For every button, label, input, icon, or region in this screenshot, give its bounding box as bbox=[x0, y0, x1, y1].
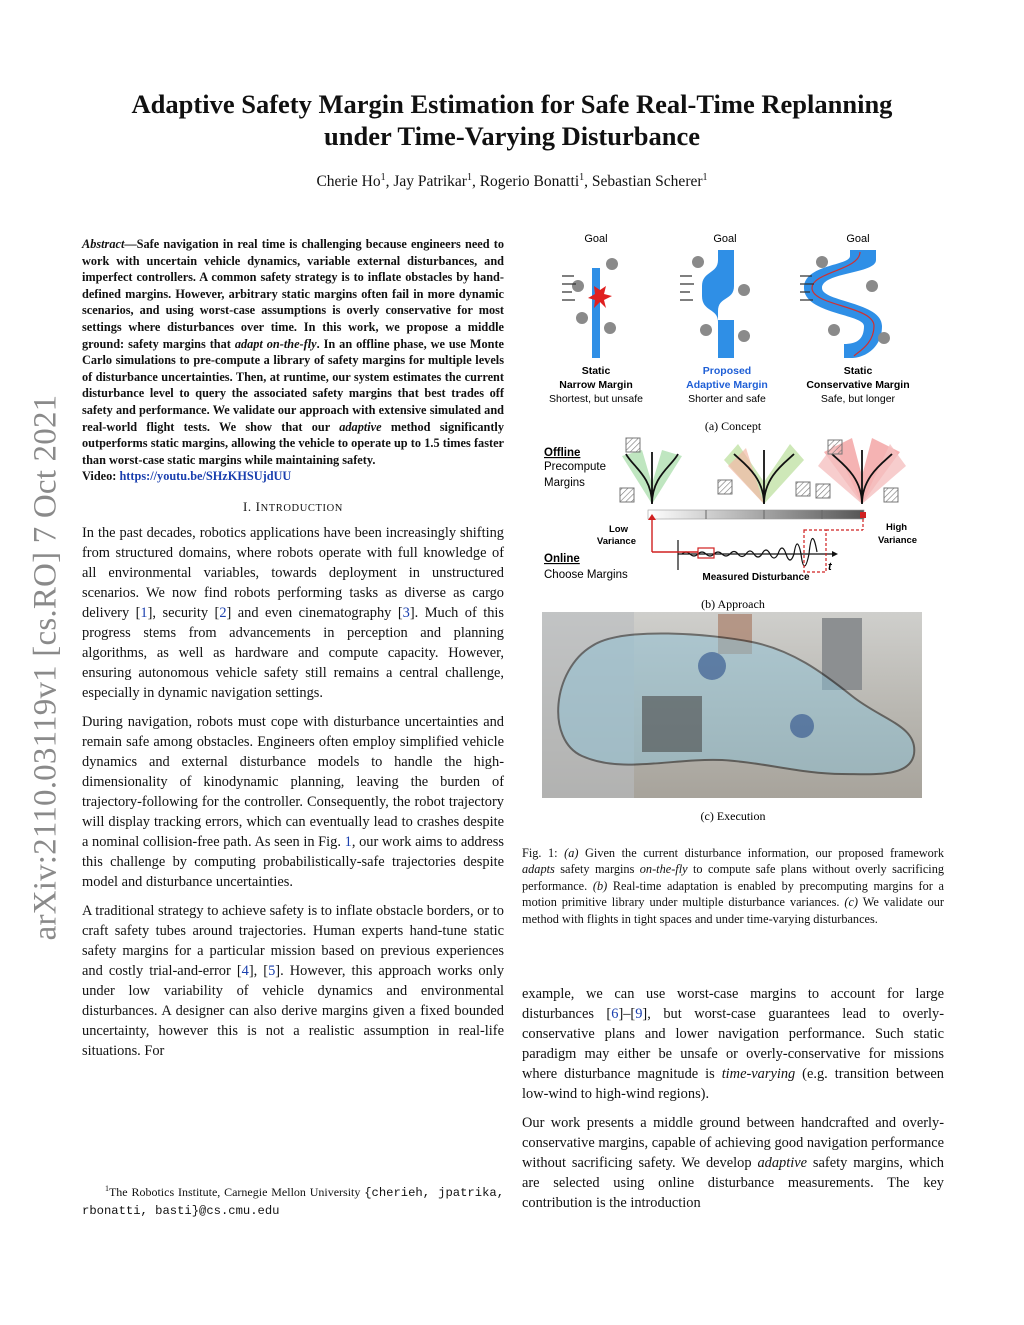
right-paragraph-2 bbox=[522, 1113, 944, 1213]
text-run: safety margins, which are selected using online disturbance measurements. The key contribution is the introduction bbox=[522, 1155, 945, 1211]
concept-adaptive bbox=[680, 233, 768, 405]
abstract-emphasis: adapt on-the-fly bbox=[234, 336, 317, 351]
caption-text: We validate our method with flights in tight spaces and under time-varying disturbances. bbox=[522, 895, 944, 926]
citation-link[interactable]: 9 bbox=[635, 1006, 643, 1022]
margin-mid bbox=[718, 444, 810, 504]
concept-line3: Safe, but longer bbox=[820, 393, 896, 405]
footnote bbox=[82, 1180, 504, 1220]
measured-label: Measured Disturbance bbox=[702, 572, 810, 583]
abstract-text: . In an offline phase, we use Monte Carlo simulations to pre-compute a library of safety margins for multiple levels of disturbance uncertainties. Then, at runtime, our system estimates the current disturbance level to query the associated safety margins that best trades off safety and performance. We validate our approach with extensive simulated and real-world flight tests. We show that our bbox=[82, 336, 504, 434]
author: Rogerio Bonatti bbox=[479, 173, 580, 191]
right-column bbox=[522, 984, 944, 1222]
goal-label: Goal bbox=[713, 233, 737, 245]
goal-label: Goal bbox=[846, 233, 870, 245]
margin-high bbox=[816, 438, 906, 504]
citation-link[interactable]: 1 bbox=[140, 604, 148, 621]
variance-bar bbox=[648, 510, 864, 519]
disturbance-plot bbox=[652, 519, 863, 583]
text-run: A traditional strategy to achieve safety is to inflate obstacle borders, or to craft safety tubes around trajectories. Human experts hand-tune static safety margins for a particular mission based on previous experiences and costly trial-and-error [ bbox=[82, 902, 504, 979]
left-column bbox=[82, 236, 504, 1070]
concept-line3: Shortest, but unsafe bbox=[549, 393, 643, 405]
emphasis: adaptive bbox=[757, 1155, 808, 1171]
arxiv-stamp-text: arXiv:2110.03119v1 [cs.RO] 7 Oct 2021 bbox=[27, 394, 64, 941]
margin-low bbox=[620, 438, 682, 504]
caption-a: (a) bbox=[564, 846, 579, 860]
citation-link[interactable]: 6 bbox=[611, 1006, 619, 1022]
caption-text: safety margins bbox=[554, 862, 640, 877]
section-numeral: I. bbox=[242, 498, 256, 514]
text-run: ], [ bbox=[248, 962, 269, 979]
time-label: t bbox=[828, 561, 832, 573]
figure-ref-link[interactable]: 1 bbox=[344, 833, 352, 850]
caption-emphasis: on-the-fly bbox=[639, 862, 688, 877]
footnote-mark: 1 bbox=[104, 1184, 109, 1193]
intro-paragraph-3 bbox=[82, 901, 504, 1061]
concept-line2: Conservative Margin bbox=[806, 379, 910, 391]
text-run: In the past decades, robotics applications have been increasingly shifting from structured domains, where robots operate with full knowledge of all environmental variables, towards deployment in unstructured scenarios. We now find robots performing tasks as diverse as cargo delivery [ bbox=[82, 524, 504, 621]
arxiv-side-stamp bbox=[20, 365, 72, 970]
author-affiliation: 1 bbox=[380, 172, 386, 183]
text-run: ]. However, this approach works only under low variability of vehicle dynamics and environmental disturbances. A designer can also derive margins given a fixed bounded uncertainty, however this is not a realistic assumption in real-life situations. For bbox=[82, 962, 505, 1059]
concept-line2: Adaptive Margin bbox=[686, 379, 768, 391]
caption-text: Real-time adaptation is enabled by precomputing margins for a motion primitive library under multiple disturbance variances. bbox=[522, 878, 944, 910]
text-run: During navigation, robots must cope with disturbance uncertainties and remain safe among obstacles. Engineers often employ simplified vehicle dynamics and external disturbance models to handle the high-dimensionality of kinodynamic planning, leaving the burden of trajectory-following for the controller. Consequently, the robot trajectory will display tracking errors, which can eventually lead to crashes despite a nominal collision-free path. As seen in Fig. bbox=[82, 713, 504, 850]
text-run: Our work presents a middle ground between handcrafted and overly-conservative margins, capable of achieving good navigation performance without sacrificing safety. We develop bbox=[522, 1115, 944, 1171]
citation-link[interactable]: 4 bbox=[241, 962, 249, 979]
title-line-1: Adaptive Safety Margin Estimation for Safe Real-Time Replanning bbox=[131, 89, 893, 119]
intro-paragraph-2 bbox=[82, 712, 504, 892]
author: Jay Patrikar bbox=[393, 173, 467, 191]
caption-text: to compute safe plans without overly sacrificing performance. bbox=[522, 862, 944, 893]
figure-1-graphic bbox=[522, 226, 944, 826]
abstract bbox=[82, 236, 504, 468]
citation-link[interactable]: 5 bbox=[268, 962, 276, 979]
abstract-dash: — bbox=[124, 237, 137, 251]
online-title: Online bbox=[544, 553, 580, 565]
author-affiliation: 1 bbox=[702, 172, 708, 183]
author: Cherie Ho bbox=[316, 173, 381, 191]
abstract-text: method significantly outperforms static margins, allowing the vehicle to operate up to 1.5 times faster than worst-case static margins while maintaining safety. bbox=[82, 419, 504, 467]
text-run: ], security [ bbox=[147, 604, 220, 621]
high-variance-l2: Variance bbox=[878, 535, 918, 546]
high-variance-l1: High bbox=[886, 522, 908, 533]
text-run: ] and even cinematography [ bbox=[226, 604, 403, 621]
low-variance-l2: Variance bbox=[596, 536, 636, 547]
concept-sublabel: (a) Concept bbox=[704, 419, 762, 433]
footnote-emails: {cherieh, jpatrika, rbonatti, basti}@cs.cmu.edu bbox=[82, 1186, 505, 1218]
caption-text: Given the current disturbance information, our proposed framework bbox=[578, 846, 944, 860]
right-paragraph-1 bbox=[522, 984, 944, 1104]
video-link[interactable]: https://youtu.be/SHzKHSUjdUU bbox=[119, 469, 292, 484]
wind-icon bbox=[680, 276, 694, 300]
goal-label: Goal bbox=[584, 233, 608, 245]
caption-prefix: Fig. 1: bbox=[522, 846, 565, 860]
offline-line2: Margins bbox=[544, 477, 585, 489]
author-affiliation: 1 bbox=[466, 172, 472, 183]
offline-line1: Precompute bbox=[544, 461, 607, 473]
title-line-2: under Time-Varying Disturbance bbox=[324, 121, 700, 151]
caption-emphasis: adapts bbox=[522, 862, 555, 877]
emphasis: time-varying bbox=[721, 1066, 796, 1082]
author-affiliation: 1 bbox=[579, 172, 585, 183]
online-line1: Choose Margins bbox=[544, 569, 628, 581]
section-initial: I bbox=[255, 498, 261, 514]
author-list: Cherie Ho$^1$, Jay Patrikar$^1$, Rogerio Bonatti$^1$, Sebastian Scherer$^1$ bbox=[316, 172, 708, 191]
video-line bbox=[82, 468, 504, 485]
text-run: ]–[ bbox=[618, 1006, 636, 1022]
caption-b: (b) bbox=[592, 878, 608, 893]
concept-line2: Narrow Margin bbox=[559, 379, 633, 391]
execution-sublabel: (c) Execution bbox=[700, 809, 766, 823]
author: Sebastian Scherer bbox=[591, 173, 703, 191]
text-run: ], but worst-case guarantees lead to overly-conservative plans and lower navigation performance. Such static paradigm may either be unsafe or overly-conservative for missions where disturbance magnitude is bbox=[522, 1006, 944, 1082]
concept-narrow bbox=[549, 233, 643, 405]
section-heading bbox=[82, 499, 504, 515]
abstract-label: Abstract bbox=[82, 237, 125, 251]
paper-title bbox=[60, 88, 964, 152]
narrow-path bbox=[592, 268, 600, 358]
concept-conservative bbox=[800, 233, 910, 405]
conservative-path bbox=[804, 250, 882, 358]
citation-link[interactable]: 3 bbox=[402, 604, 410, 621]
citation-link[interactable]: 2 bbox=[219, 604, 227, 621]
text-run: (e.g. transition between low-wind to high-wind regions). bbox=[522, 1066, 944, 1102]
low-variance-l1: Low bbox=[609, 524, 628, 535]
caption-c: (c) bbox=[844, 895, 859, 910]
concept-panel bbox=[549, 233, 910, 433]
adaptive-path bbox=[702, 250, 734, 358]
section-rest: NTRODUCTION bbox=[260, 502, 343, 514]
text-run: , our work aims to address this challenge by computing probabilistically-safe trajectories despite model and disturbance uncertainties. bbox=[82, 833, 505, 890]
text-run: ]. Much of this progress stems from advancements in perception and planning algorithms, as well as hardware and compute capacity. However, ensuring autonomous vehicle safety still remains a central challenge, especially in dynamic navigation settings. bbox=[82, 604, 504, 701]
concept-line1: Static bbox=[843, 365, 873, 377]
concept-line1: Static bbox=[581, 365, 611, 377]
intro-paragraph-1 bbox=[82, 523, 504, 703]
offline-title: Offline bbox=[544, 447, 581, 459]
footnote-text: The Robotics Institute, Carnegie Mellon University bbox=[108, 1185, 365, 1199]
concept-line3: Shorter and safe bbox=[688, 393, 766, 405]
text-run: example, we can use worst-case margins to account for large disturbances [ bbox=[522, 986, 944, 1022]
approach-panel bbox=[544, 438, 917, 611]
video-label: Video: bbox=[82, 469, 120, 484]
figure-caption bbox=[522, 845, 944, 927]
approach-sublabel: (b) Approach bbox=[701, 597, 765, 611]
figure-1 bbox=[522, 226, 944, 927]
abstract-text: Safe navigation in real time is challenging because engineers need to work with uncertain vehicle dynamics, variable external disturbances, and imperfect controllers. A common safety strategy is to inflate obstacles by hand-defined margins. However, arbitrary static margins often fail in more dynamic scenarios, and using worst-case assumptions is overly conservative for most settings where disturbances over time. In this work, we propose a middle ground: safety margins that bbox=[82, 237, 504, 351]
execution-photo bbox=[542, 612, 922, 823]
abstract-emphasis: adaptive bbox=[339, 419, 382, 434]
concept-line1: Proposed bbox=[702, 365, 752, 377]
